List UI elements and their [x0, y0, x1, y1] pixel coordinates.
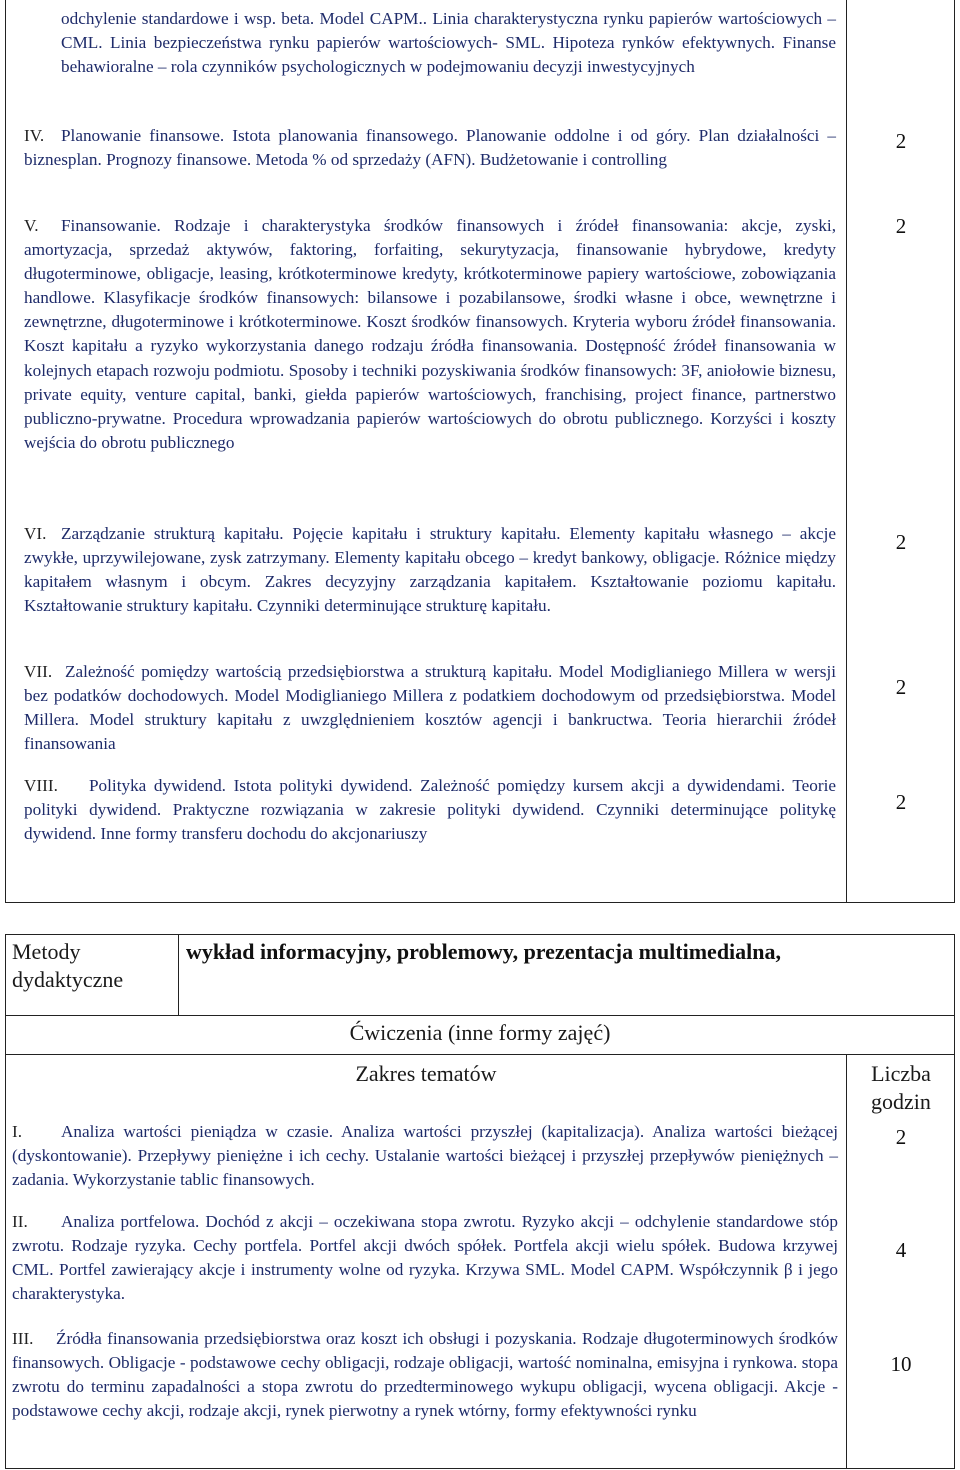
methods-value: wykład informacyjny, problemowy, prezentacja multimedialna,: [186, 939, 782, 964]
topic-text: Planowanie finansowe. Istota planowania finansowego. Planowanie oddolne i od góry. Plan działalności – biznesplan. Prognozy finansowe. Metoda % od sprzedaży (AFN). Budżetowanie i controlling: [24, 126, 836, 170]
topic-number: VI.: [24, 524, 47, 543]
methods-mid-border: [178, 934, 179, 1016]
exercise-hours: 4: [895, 1238, 907, 1262]
exercises-col-border: [846, 1054, 847, 1469]
topic-item-vi: [24, 522, 836, 618]
exercises-header-border: [5, 1054, 955, 1055]
exercises-title: Ćwiczenia (inne formy zajęć): [349, 1020, 611, 1045]
exercise-number: III.: [12, 1329, 34, 1348]
topic-item-viii: [24, 774, 836, 846]
top-table-left-border: [5, 0, 6, 903]
topic-text: Polityka dywidend. Istota polityki dywidend. Zależność pomiędzy kursem akcji a dywidendami. Teorie polityki dywidend. Praktyczne rozwiązania w zakresie polityki dywidend. Czynniki determinujące politykę dywidend. Inne formy transferu dochodu do akcjonariuszy: [24, 776, 836, 844]
methods-left-border: [5, 934, 6, 1016]
topic-intro-text: odchylenie standardowe i wsp. beta. Model CAPM.. Linia charakterystyczna rynku papierów wartościowych – CML. Linia bezpieczeństwa rynku papierów wartościowych- SML. Hipoteza rynków efektywnych. Finanse behawioralne – rola czynników psychologicznych w podejmowaniu decyzji inwestycyjnych: [61, 9, 836, 77]
exercise-hours: 10: [890, 1352, 912, 1376]
topic-number: VII.: [24, 662, 53, 681]
exercise-item-ii: [12, 1210, 838, 1306]
exercise-number: II.: [12, 1212, 28, 1231]
topic-hours: 2: [895, 214, 907, 238]
topic-hours: 2: [895, 129, 907, 153]
topic-hours: 2: [895, 790, 907, 814]
methods-top-border: [5, 934, 955, 935]
topic-item-v: [24, 214, 836, 455]
exercise-number: I.: [12, 1122, 23, 1141]
exercise-item-i: [12, 1120, 838, 1192]
exercise-text: Analiza wartości pieniądza w czasie. Analiza wartości przyszłej (kapitalizacja). Analiza wartości bieżącej (dyskontowanie). Przepływy pieniężne i ich cechy. Ustalanie wartości bieżącej i przyszłej przepływów pieniężnych – zadania. Wykorzystanie tablic finansowych.: [12, 1122, 838, 1190]
topic-item-vii: [24, 660, 836, 756]
topic-item-iv: [24, 124, 836, 172]
topic-text: Zależność pomiędzy wartością przedsiębiorstwa a strukturą kapitału. Model Modiglianiego Millera w wersji bez podatków dochodowych. Model Modiglianiego Millera z podatkiem dochodowym od przedsiębiorstwa. Model Millera. Model struktury kapitału z uwzględnieniem kosztów agencji i bankructwa. Teoria hierarchii źródeł finansowania: [24, 662, 836, 754]
exercise-text: Źródła finansowania przedsiębiorstwa oraz koszt ich obsługi i pozyskania. Rodzaje długoterminowych środków finansowych. Obligacje - podstawowe cechy obligacji, rodzaje obligacji, wartość nominalna, emisyjna i rynkowa. stopa zwrotu do terminu zapadalności a stopa zwrotu do przedterminowego wykupu obligacji, wycena obligacji. Akcje - podstawowe cechy akcji, rodzaje akcji, rynek pierwotny a rynek wtórny, formy efektywności rynku: [12, 1329, 838, 1421]
exercise-text: Analiza portfelowa. Dochód z akcji – oczekiwana stopa zwrotu. Ryzyko akcji – odchylenie standardowe stóp zwrotu. Rodzaje ryzyka. Cechy portfela. Portfel akcji dwóch spółek. Portfela akcji wielu spółek. Budowa krzywej CML. Portfel zawierający akcje i instrumenty wolne od ryzyka. Krzywa SML. Model CAPM. Współczynnik β i jego charakterystyka.: [12, 1212, 838, 1304]
methods-right-border: [954, 934, 955, 1016]
methods-bottom-border: [5, 1015, 955, 1016]
topic-text: Zarządzanie strukturą kapitału. Pojęcie kapitału i struktury kapitału. Elementy kapitału własnego – akcje zwykłe, uprzywilejowane, zysk zatrzymany. Elementy kapitału obcego – kredyt bankowy, obligacje. Różnice między kapitałem własnym i obcym. Zakres decyzyjny zarządzania kapitałem. Kształtowanie poziomu kapitału. Kształtowanie struktury kapitału. Czynniki determinujące strukturę kapitału.: [24, 524, 836, 616]
topic-hours: 2: [895, 675, 907, 699]
topic-number: V.: [24, 216, 39, 235]
top-table-mid-border: [846, 0, 847, 903]
topic-number: VIII.: [24, 776, 58, 795]
exercises-col-topics: Zakres tematów: [355, 1061, 497, 1086]
exercises-bottom-border: [5, 1468, 955, 1469]
top-table-right-border: [954, 0, 955, 903]
exercises-col-hours: Liczba godzin: [871, 1061, 931, 1114]
topic-text: Finansowanie. Rodzaje i charakterystyka środków finansowych i źródeł finansowania: akcje, zyski, amortyzacja, sprzedaż aktywów, faktoring, forfaiting, sekurytyzacja, finansowanie hybrydowe, kredyty długoterminowe, obligacje, leasing, krótkoterminowe kredyty, krótkoterminowe papiery wartościowe, zobowiązania handlowe. Klasyfikacje środków finansowych: bilansowe i pozabilansowe, środki własne i obce, wewnętrzne i zewnętrzne, długoterminowe i krótkoterminowe. Koszt środków finansowych. Kryteria wyboru źródeł finansowania. Koszt kapitału a ryzyko wykorzystania danego rodzaju źródła finansowania. Dostępność źródeł finansowania w kolejnych etapach rozwoju podmiotu. Sposoby i techniki pozyskiwania środków finansowych: 3F, aniołowie biznesu, private equity, venture capital, banki, giełda papierów wartościowych, franchising, project finance, partnerstwo publiczno-prywatne. Procedura wprowadzania papierów wartościowych do obrotu publicznego. Korzyści i koszty wejścia do obrotu publicznego: [24, 216, 836, 452]
methods-label: Metody dydaktyczne: [12, 939, 124, 992]
exercise-item-iii: [12, 1327, 838, 1423]
top-table-bottom-border: [5, 902, 955, 903]
topic-hours: 2: [895, 530, 907, 554]
exercise-hours: 2: [895, 1125, 907, 1149]
topic-number: IV.: [24, 126, 45, 145]
exercises-right-border: [954, 1015, 955, 1469]
